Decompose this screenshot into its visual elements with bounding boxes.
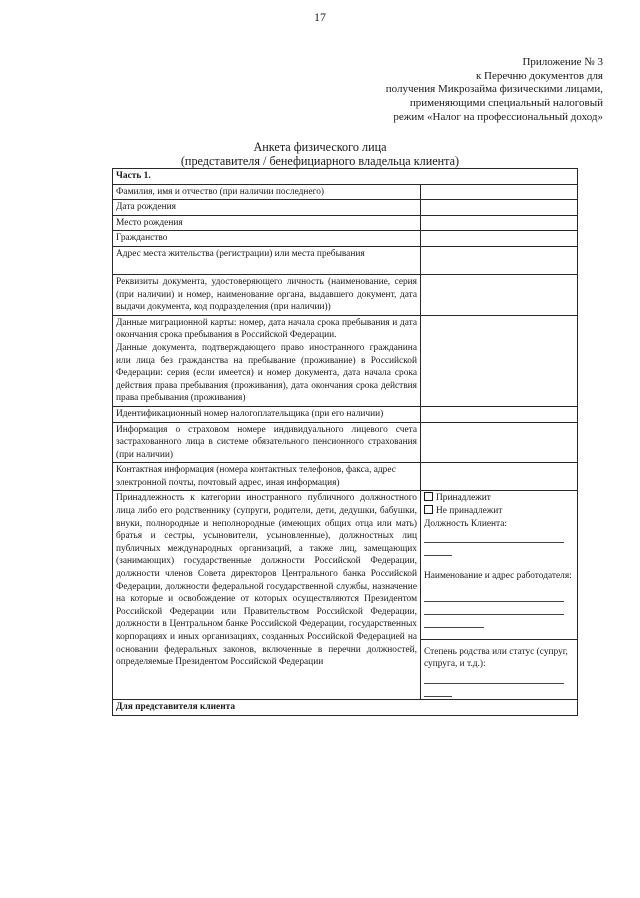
employer-line[interactable]	[424, 589, 564, 602]
relation-line[interactable]	[424, 684, 452, 697]
field-label-address: Адрес места жительства (регистрации) или места пребывания	[113, 246, 421, 274]
position-line[interactable]	[424, 543, 452, 556]
appendix-line: получения Микрозайма физическими лицами,	[385, 83, 603, 96]
relation-label: Степень родства или статус (супруг, супруга, и т.д.):	[424, 646, 568, 670]
field-label-full-name: Фамилия, имя и отчество (при наличии последнего)	[113, 184, 421, 200]
field-value-id-document[interactable]	[421, 274, 578, 315]
table-row	[113, 184, 578, 200]
table-row	[113, 463, 578, 491]
questionnaire-table	[112, 168, 578, 716]
table-row	[113, 200, 578, 216]
option-belongs-label: Принадлежит	[436, 493, 491, 504]
field-value-inn[interactable]	[421, 406, 578, 422]
field-label-snils: Информация о страховом номере индивидуального лицевого счета застрахованного лица в системе обязательного пенсионного страхования (при наличии)	[113, 422, 421, 463]
table-row	[113, 422, 578, 463]
table-row	[113, 215, 578, 231]
table-row	[113, 231, 578, 247]
table-row	[113, 491, 578, 700]
representative-heading: Для представителя клиента	[113, 700, 578, 716]
field-label-contacts: Контактная информация (номера контактных телефонов, факса, адрес электронной почты, почтовый адрес, иная информация)	[113, 463, 421, 491]
relation-section	[421, 639, 577, 699]
checkbox-icon[interactable]	[424, 505, 433, 514]
relation-line[interactable]	[424, 671, 564, 684]
option-not-belongs-label: Не принадлежит	[436, 506, 503, 517]
field-value-address[interactable]	[421, 246, 578, 274]
option-belongs[interactable]	[424, 492, 574, 505]
page-number: 17	[314, 10, 326, 24]
migration-card-text: Данные миграционной карты: номер, дата начала срока пребывания и дата окончания срока пребывания в Российской Федерации.	[116, 317, 417, 341]
residence-document-text: Данные документа, подтверждающего право иностранного гражданина или лица без гражданства на пребывание (проживание) в Российской Федерации: серия (если имеется) и номер документа, дата начала срока действия права пребывания (проживания), дата окончания срока действия права пребывания (проживания)	[116, 342, 417, 404]
field-value-birth-place[interactable]	[421, 215, 578, 231]
field-value-pep	[421, 491, 578, 700]
field-value-migration[interactable]	[421, 315, 578, 406]
part1-heading: Часть 1.	[113, 169, 578, 185]
checkbox-icon[interactable]	[424, 492, 433, 501]
field-value-contacts[interactable]	[421, 463, 578, 491]
position-label: Должность Клиента:	[424, 518, 508, 529]
field-label-birth-place: Место рождения	[113, 215, 421, 231]
option-not-belongs[interactable]	[424, 505, 574, 518]
field-value-birth-date[interactable]	[421, 200, 578, 216]
table-row	[113, 406, 578, 422]
field-value-full-name[interactable]	[421, 184, 578, 200]
table-row	[113, 246, 578, 274]
field-label-migration	[113, 315, 421, 406]
appendix-line: к Перечню документов для	[475, 69, 603, 82]
appendix-line: применяющими специальный налоговый	[409, 97, 603, 110]
employer-label: Наименование и адрес работодателя:	[424, 571, 572, 582]
table-row	[113, 274, 578, 315]
field-label-inn: Идентификационный номер налогоплательщика (при его наличии)	[113, 406, 421, 422]
pep-options	[421, 491, 577, 638]
appendix-line: режим «Налог на профессиональный доход»	[393, 110, 603, 123]
appendix-reference	[386, 56, 603, 125]
field-label-pep: Принадлежность к категории иностранного публичного должностного лица либо его родственнику (супруги, родители, дети, дедушки, бабушки, внуки, полнородные и неполнородные (имеющих общих отца или мать) братья и сестры, усыновители, усыновленные), должностных лиц публичных международных организаций, а также лиц, замещающих (занимающих) государственные должности Российской Федерации, должности членов Совета директоров Центрального банка Российской Федерации, должности федеральной государственной службы, назначение на которые и освобождение от которых осуществляются Президентом Российской Федерации или Правительством Российской Федерации, должности в Центральном банке Российской Федерации, государственных корпорациях и иных организациях, созданных Российской Федерацией на основании федеральных законов, включенные в перечни должностей, определяемые Президентом Российской Федерации	[113, 491, 421, 700]
part-header-row	[113, 700, 578, 716]
table-row	[113, 315, 578, 406]
field-label-id-document: Реквизиты документа, удостоверяющего личность (наименование, серия (при наличии) и номер, наименование органа, выдавшего документ, дата выдачи документа, код подразделения (при наличии))	[113, 274, 421, 315]
field-value-snils[interactable]	[421, 422, 578, 463]
field-label-citizenship: Гражданство	[113, 231, 421, 247]
appendix-line: Приложение № 3	[522, 56, 603, 68]
position-line[interactable]	[424, 530, 564, 543]
field-label-birth-date: Дата рождения	[113, 200, 421, 216]
employer-line[interactable]	[424, 615, 484, 628]
form-title-line1: Анкета физического лица	[253, 140, 387, 154]
form-title-line2: (представителя / бенефициарного владельца клиента)	[180, 154, 460, 168]
field-value-citizenship[interactable]	[421, 231, 578, 247]
part-header-row	[113, 169, 578, 185]
form-title	[0, 140, 640, 168]
employer-line[interactable]	[424, 602, 564, 615]
